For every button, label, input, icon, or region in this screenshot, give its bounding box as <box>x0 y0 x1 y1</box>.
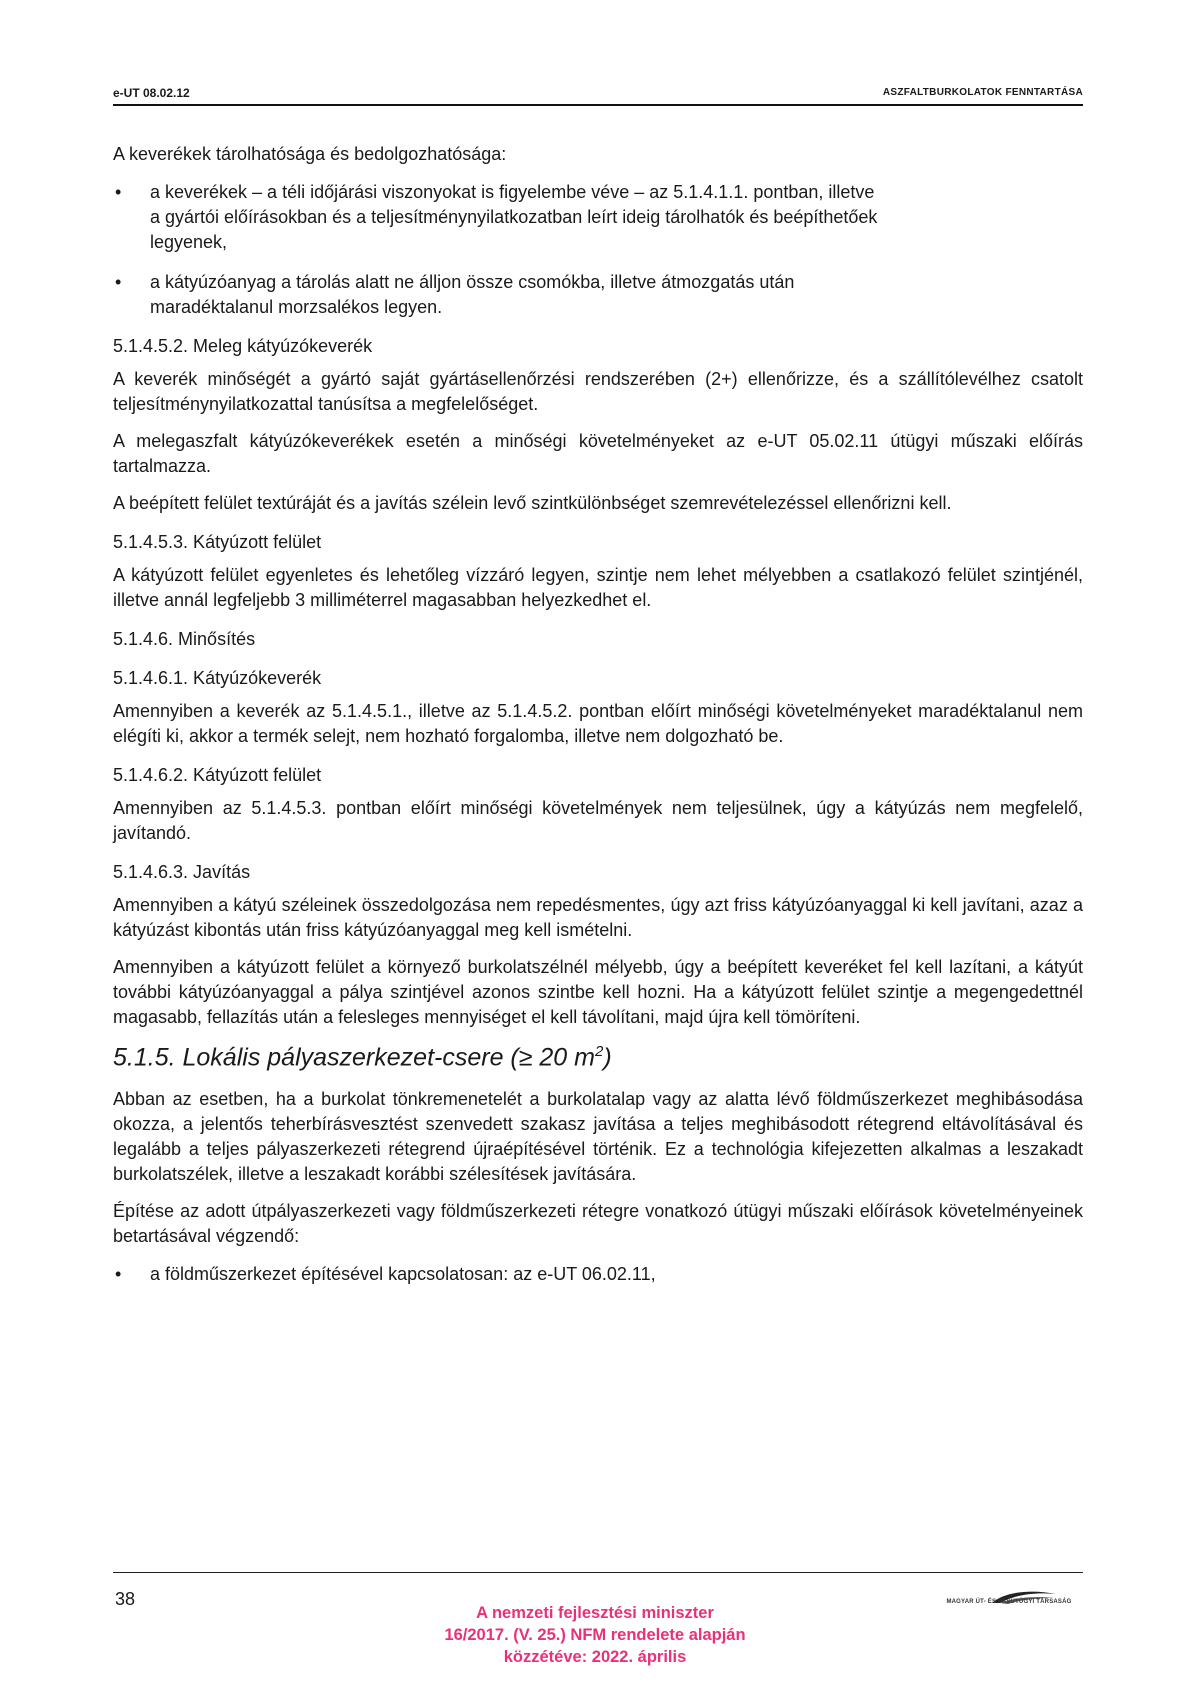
section-heading-5-1-4-6-3: 5.1.4.6.3. Javítás <box>113 862 251 882</box>
paragraph: Építése az adott útpályaszerkezeti vagy földműszerkezeti rétegre vonatkozó útügyi műszaki előírások követelményeinek betartásával végzendő: <box>113 1201 1083 1247</box>
paragraph: Amennyiben a kátyú széleinek összedolgozása nem repedésmentes, úgy azt friss kátyúzóanyaggal ki kell javítani, azaz a kátyúzást kibontás után friss kátyúzóanyaggal meg kell ismételni. <box>113 895 1083 940</box>
page-content <box>113 142 1083 1287</box>
list-item: • a földműszerkezet építésével kapcsolatosan: az e-UT 06.02.11, <box>113 1262 1083 1287</box>
bullet-list <box>113 180 883 320</box>
stamp-line: közzétéve: 2022. április <box>503 1648 687 1666</box>
page-header <box>113 84 1083 106</box>
page-number: 38 <box>115 1589 136 1609</box>
section-heading-5-1-4-6: 5.1.4.6. Minősítés <box>113 629 256 649</box>
paragraph: Amennyiben az 5.1.4.5.3. pontban előírt minőségi követelmények nem teljesülnek, úgy a kátyúzás nem megfelelő, javítandó. <box>113 798 1083 843</box>
header-section-title: ASZFALTBURKOLATOK FENNTARTÁSA <box>882 87 1083 98</box>
list-item: • a kátyúzóanyag a tárolás alatt ne álljon össze csomókba, illetve átmozgatás után maradéktalanul morzsalékos legyen. <box>113 270 883 320</box>
list-item: • a keverékek – a téli időjárási viszonyokat is figyelembe véve – az 5.1.4.1.1. pontban, illetve a gyártói előírásokban és a teljesítménynyilatkozatban leírt ideig tárolhatók és beépíthetőek legyenek, <box>113 180 883 255</box>
paragraph: Amennyiben a kátyúzott felület a környező burkolatszélnél mélyebb, úgy a beépített keveréket fel kell lazítani, a kátyút további kátyúzóanyaggal a pálya szintjével azonos szintbe kell hozni. Ha a kátyúzott felület szintje a megengedettnél magasabb, fellazítás után a felesleges mennyiséget el kell távolítani, majd újra kell tömöríteni. <box>113 957 1083 1027</box>
stamp-line: A nemzeti fejlesztési miniszter <box>476 1604 714 1622</box>
section-heading-5-1-4-5-2: 5.1.4.5.2. Meleg kátyúzókeverék <box>113 336 373 356</box>
paragraph: A kátyúzott felület egyenletes és lehetőleg vízzáró legyen, szintje nem lehet mélyebben a csatlakozó felület szintjénél, illetve annál legfeljebb 3 milliméterrel magasabban helyezkedhet el. <box>113 565 1083 610</box>
publication-stamp <box>395 1602 795 1668</box>
section-heading-5-1-4-5-3: 5.1.4.5.3. Kátyúzott felület <box>113 532 322 552</box>
section-heading-5-1-5-text: 5.1.5. Lokális pályaszerkezet-csere (≥ 20 m <box>113 1043 595 1072</box>
header-document-code: e-UT 08.02.12 <box>113 86 190 100</box>
paragraph: Amennyiben a keverék az 5.1.4.5.1., illetve az 5.1.4.5.2. pontban előírt minőségi követelményeket maradéktalanul nem elégíti ki, akkor a termék selejt, nem hozható forgalomba, illetve nem dolgozható be. <box>113 701 1083 746</box>
paragraph: A melegaszfalt kátyúzókeverékek esetén a minőségi követelményeket az e-UT 05.02.11 útügyi műszaki előírás tartalmazza. <box>113 431 1083 476</box>
paragraph: A beépített felület textúráját és a javítás szélein levő szintkülönbséget szemrevételezéssel ellenőrizni kell. <box>113 493 952 513</box>
section-heading-5-1-5-end: ) <box>603 1043 612 1072</box>
intro-paragraph: A keverékek tárolhatósága és bedolgozhatósága: <box>113 144 507 164</box>
section-heading-5-1-5 <box>113 1036 1083 1073</box>
section-heading-5-1-4-6-1: 5.1.4.6.1. Kátyúzókeverék <box>113 668 322 688</box>
paragraph: A keverék minőségét a gyártó saját gyártásellenőrzési rendszerében (2+) ellenőrizze, és a szállítólevélhez csatolt teljesítménynyilatkozattal tanúsítsa a megfelelőséget. <box>113 369 1083 414</box>
stamp-line: 16/2017. (V. 25.) NFM rendelete alapján <box>444 1626 746 1644</box>
paragraph: Abban az esetben, ha a burkolat tönkremenetelét a burkolatalap vagy az alatta lévő földműszerkezet meghibásodása okozza, a jelentős teherbírásvesztést szenvedett szakasz javítása a teljes meghibásodott rétegrend eltávolításával és legalább a teljes pályaszerkezeti rétegrend újraépítésével történik. Ez a technológia kifejezetten alkalmas a leszakadt burkolatszélek, illetve a leszakadt korábbi szélesítések javítására. <box>113 1089 1083 1185</box>
superscript-2: 2 <box>594 1043 604 1060</box>
footer-divider <box>113 1572 1083 1573</box>
publisher-logo-text: MAGYAR ÚT- ÉS VASÚTÜGYI TÁRSASÁG <box>946 1599 1072 1605</box>
bullet-list <box>113 1262 1083 1287</box>
section-heading-5-1-4-6-2: 5.1.4.6.2. Kátyúzott felület <box>113 765 322 785</box>
